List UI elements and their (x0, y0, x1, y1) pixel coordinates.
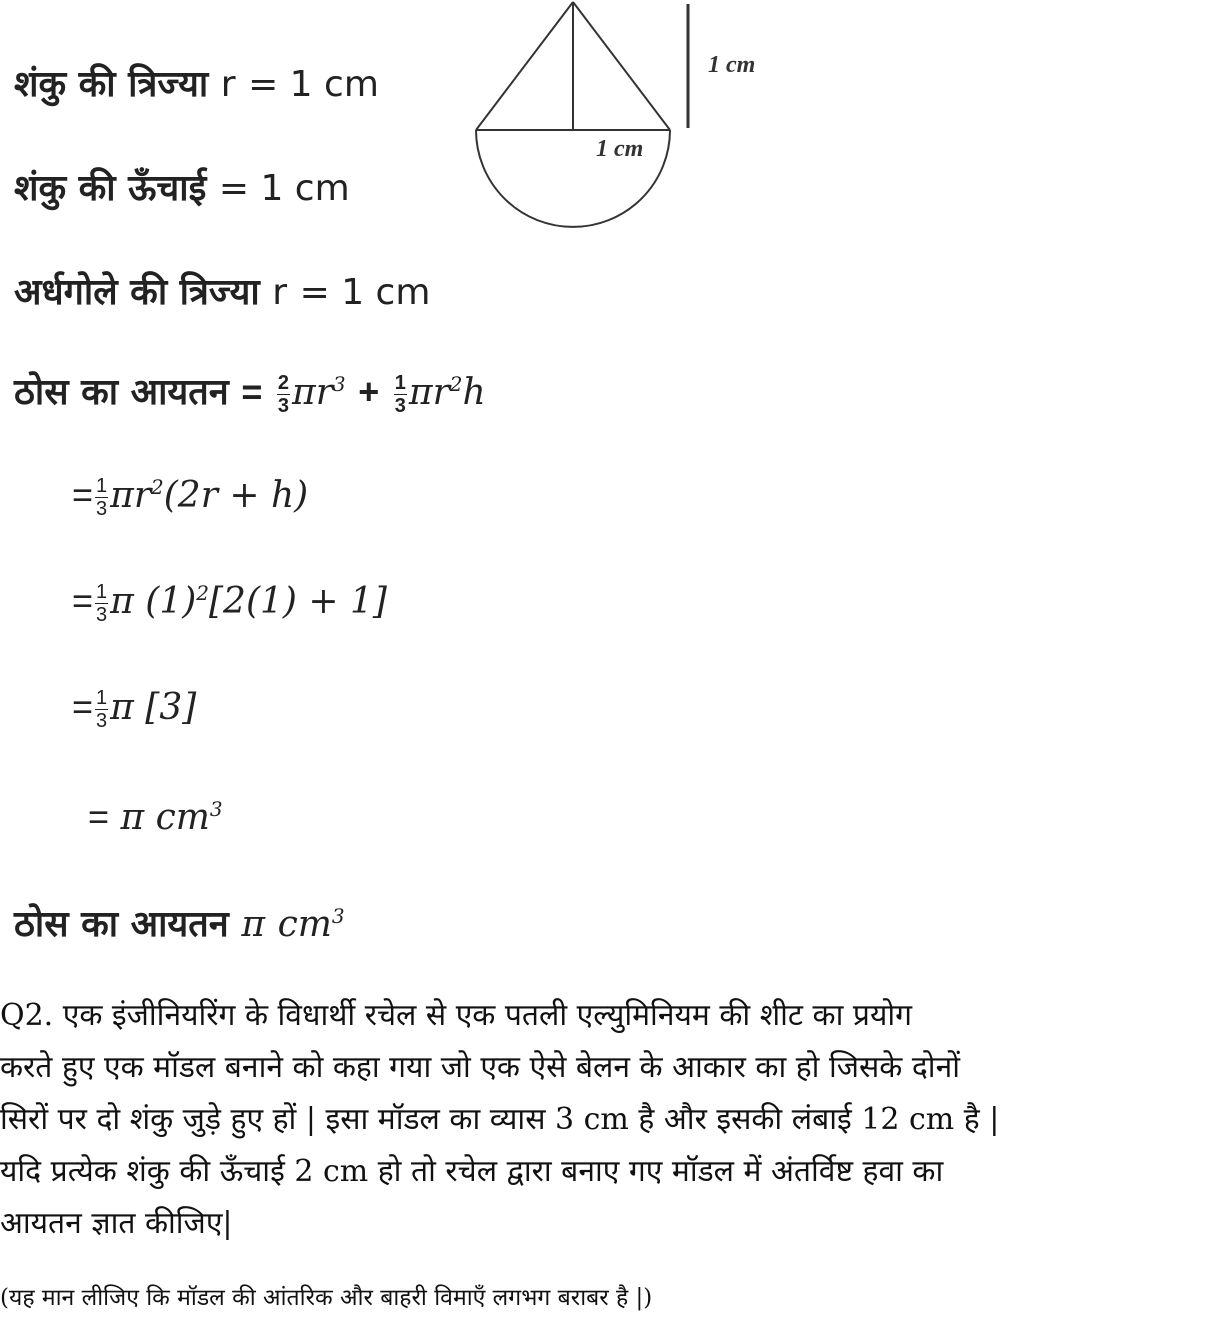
fraction-denominator: 3 (277, 394, 290, 417)
question-line-2: करते हुए एक मॉडल बनाने को कहा गया जो एक ऐसे बेलन के आकार का हो जिसके दोनों (0, 1050, 960, 1085)
exponent: 3 (209, 797, 223, 821)
hemisphere-radius-line (14, 266, 430, 315)
exponent: 2 (196, 581, 210, 605)
question-block (0, 990, 999, 1250)
final-volume-label: ठोस का आयतन (14, 904, 229, 945)
term-pi: π (120, 797, 145, 838)
fraction-one-third (394, 372, 407, 417)
question-line-3: सिरों पर दो शंकु जुड़े हुए हों | इसा मॉडल का व्यास 3 cm है और इसकी लंबाई 12 cm है | (0, 1102, 1000, 1137)
height-label: 1 cm (708, 52, 756, 78)
step-4-line (88, 796, 223, 838)
term-bracket: [2(1) + 1] (209, 581, 387, 622)
question-line-4: यदि प्रत्येक शंकु की ऊँचाई 2 cm हो तो रचेल द्वारा बनाए गए मॉडल में अंतर्विष्ट हवा का (0, 1154, 944, 1189)
exponent: 3 (331, 904, 345, 928)
unit-cm: cm (277, 904, 332, 945)
fraction-numerator: 2 (277, 371, 290, 394)
fraction-two-thirds (277, 372, 290, 417)
eq-sign: = (72, 580, 94, 621)
fraction-denominator: 3 (96, 497, 108, 520)
eq-sign: = (88, 796, 110, 837)
term-one: (1) (145, 581, 197, 622)
unit-cm: cm (155, 797, 210, 838)
term-h: h (462, 372, 486, 413)
fraction-one-third (95, 687, 108, 732)
exponent: 3 (332, 372, 346, 396)
fraction-denominator: 3 (96, 603, 108, 626)
volume-eq-sign: = (241, 371, 263, 412)
hemisphere-radius-label: अर्धगोले की त्रिज्या (14, 272, 260, 313)
fraction-numerator: 1 (96, 580, 108, 603)
term-bracket: [3] (145, 687, 197, 728)
cone-right-edge (573, 2, 670, 130)
fraction-one-third (95, 581, 108, 626)
fraction-denominator: 3 (96, 709, 108, 732)
term-pi: π (110, 687, 134, 728)
question-line-5: आयतन ज्ञात कीजिए| (0, 1206, 233, 1241)
hemisphere-radius-value: = 1 cm (299, 272, 431, 313)
final-volume-line (14, 898, 345, 947)
term-bracket: (2r + h) (163, 475, 309, 516)
eq-sign: = (72, 474, 94, 515)
term-pi-r: πr (292, 372, 333, 413)
fraction-numerator: 1 (96, 686, 108, 709)
cone-height-label: शंकु की ऊँचाई (14, 168, 207, 209)
cone-radius-var: r (220, 64, 236, 105)
term-pi: π (241, 904, 266, 945)
plus-sign: + (358, 371, 380, 412)
step-1-line (72, 474, 308, 520)
fraction-one-third (95, 475, 108, 520)
step-2-line (72, 580, 387, 626)
volume-formula-line (14, 366, 486, 417)
step-3-line (72, 686, 196, 732)
cone-height-line (14, 162, 350, 211)
cone-left-edge (476, 2, 573, 130)
cone-height-value: = 1 cm (218, 168, 350, 209)
fraction-numerator: 1 (394, 371, 406, 394)
question-line-1: Q2. एक इंजीनियरिंग के विधार्थी रचेल से एक पतली एल्युमिनियम की शीट का प्रयोग (0, 998, 913, 1033)
eq-sign: = (72, 686, 94, 727)
exponent: 2 (449, 372, 463, 396)
cone-radius-label: शंकु की त्रिज्या (14, 64, 209, 105)
cone-radius-line (14, 58, 379, 107)
cone-radius-value: = 1 cm (248, 64, 379, 105)
hemisphere-radius-var: r (272, 272, 288, 313)
exponent: 2 (151, 475, 164, 499)
question-note: (यह मान लीजिए कि मॉडल की आंतरिक और बाहरी विमाएँ लगभग बराबर है |) (0, 1285, 653, 1311)
fraction-denominator: 3 (394, 394, 406, 417)
fraction-numerator: 1 (96, 474, 108, 497)
term-pi: π (110, 581, 134, 622)
radius-label: 1 cm (596, 136, 644, 162)
term-pi-r: πr (408, 372, 450, 413)
volume-label: ठोस का आयतन (14, 372, 229, 413)
term-pi-r: πr (110, 475, 152, 516)
